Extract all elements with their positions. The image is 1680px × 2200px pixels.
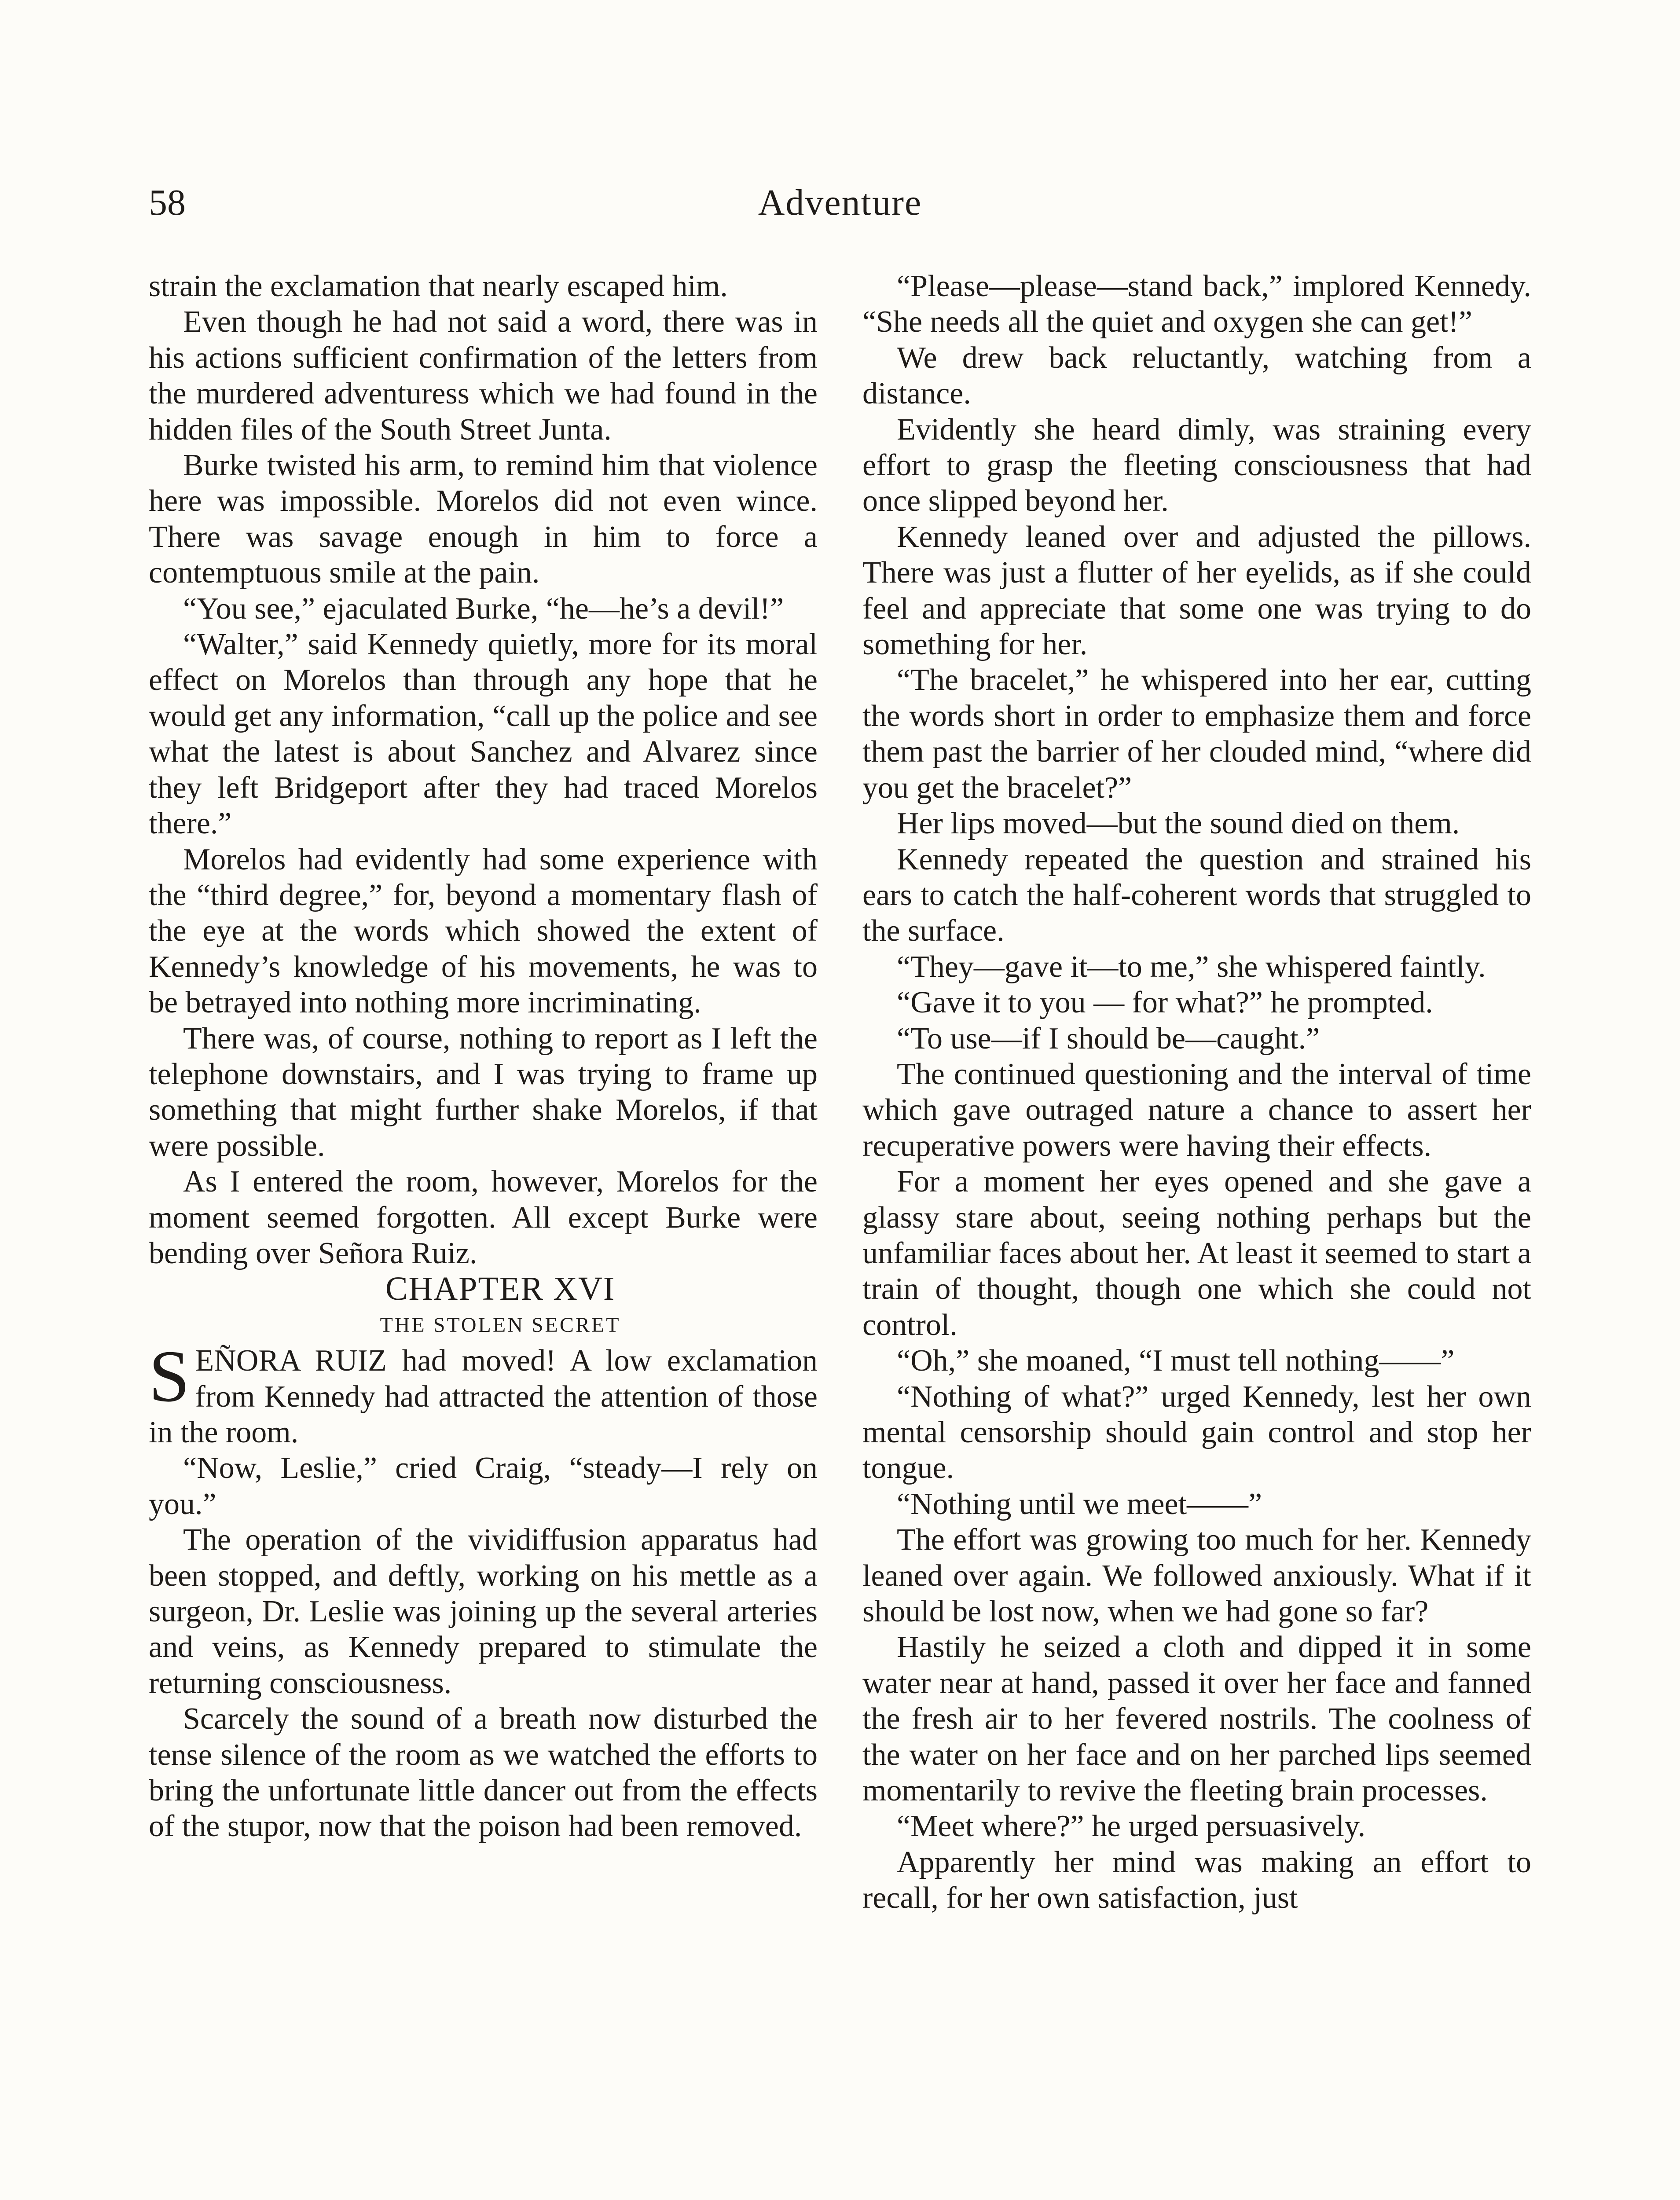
paragraph: “Meet where?” he urged persuasively. <box>897 1809 1366 1844</box>
paragraph: strain the exclamation that nearly escaped him. <box>149 269 728 303</box>
paragraph: “Please—please—stand back,” implored Kennedy. “She needs all the quiet and oxygen she can get!” <box>862 269 1531 339</box>
paragraph: We drew back reluctantly, watching from a distance. <box>862 341 1531 411</box>
chapter-heading: CHAPTER XVI <box>385 1270 616 1308</box>
paragraph: As I entered the room, however, Morelos for the moment seemed forgotten. All except Burke were bending over Señora Ruiz. <box>149 1165 818 1270</box>
paragraph: The effort was growing too much for her. Kennedy leaned over again. We followed anxiously. What if it should be lost now, when we had gone so far? <box>862 1523 1531 1629</box>
paragraph: Apparently her mind was making an effort to recall, for her own satisfaction, just <box>862 1845 1531 1915</box>
paragraph: “Now, Leslie,” cried Craig, “steady—I rely on you.” <box>149 1451 818 1521</box>
paragraph: Even though he had not said a word, there was in his actions sufficient confirmation of the letters from the murdered adventuress which we had found in the hidden files of the South Street Junta. <box>149 305 818 447</box>
paragraph: Morelos had evidently had some experience with the “third degree,” for, beyond a momentary flash of the eye at the words which showed the extent of Kennedy’s knowledge of his movements, he was to be betrayed into nothing more incriminating. <box>149 842 818 1020</box>
paragraph: “Gave it to you — for what?” he prompted. <box>897 986 1433 1020</box>
paragraph: There was, of course, nothing to report as I left the telephone downstairs, and I was trying to frame up something that might further shake Morelos, if that were possible. <box>149 1021 818 1163</box>
paragraph: “You see,” ejaculated Burke, “he—he’s a devil!” <box>183 591 784 626</box>
paragraph: “Walter,” said Kennedy quietly, more for its moral effect on Morelos than through any hope that he would get any information, “call up the police and see what the latest is about Sanchez and Alvarez since they left Bridgeport after they had traced Morelos there.” <box>149 627 818 841</box>
paragraph: “The bracelet,” he whispered into her ear, cutting the words short in order to emphasize them and force them past the barrier of her clouded mind, “where did you get the bracelet?” <box>862 663 1531 805</box>
paragraph: For a moment her eyes opened and she gave a glassy stare about, seeing nothing perhaps but the unfamiliar faces about her. At least it seemed to start a train of thought, though one which she could not control. <box>862 1165 1531 1342</box>
page-header <box>149 181 1531 234</box>
running-title: Adventure <box>758 182 922 223</box>
paragraph: The continued questioning and the interval of time which gave outraged nature a chance to assert her recuperative powers were having their effects. <box>862 1057 1531 1163</box>
chapter-subtitle: THE STOLEN SECRET <box>380 1313 621 1337</box>
chapter-opening-paragraph <box>149 1335 818 1450</box>
opening-text: EÑORA RUIZ had moved! A low exclamation from Kennedy had attracted the attention of those in the room. <box>149 1344 818 1449</box>
paragraph: Kennedy repeated the question and strained his ears to catch the half-coherent words that struggled to the surface. <box>862 842 1531 948</box>
paragraph: Burke twisted his arm, to remind him that violence here was impossible. Morelos did not even wince. There was savage enough in him to force a contemptuous smile at the pain. <box>149 448 818 590</box>
paragraph: “Oh,” she moaned, “I must tell nothing——” <box>897 1344 1455 1378</box>
paragraph: “They—gave it—to me,” she whispered faintly. <box>897 950 1486 984</box>
left-column <box>149 268 818 1844</box>
paragraph: Scarcely the sound of a breath now disturbed the tense silence of the room as we watched the efforts to bring the unfortunate little dancer out from the effects of the stupor, now that the poison had been removed. <box>149 1702 818 1844</box>
paragraph: “Nothing of what?” urged Kennedy, lest her own mental censorship should gain control and stop her tongue. <box>862 1379 1531 1485</box>
paragraph: Evidently she heard dimly, was straining every effort to grasp the fleeting consciousness that had once slipped beyond her. <box>862 412 1531 518</box>
page-number: 58 <box>149 182 186 223</box>
drop-cap: S <box>149 1335 190 1418</box>
paragraph: “Nothing until we meet——” <box>897 1487 1262 1521</box>
right-column <box>862 268 1531 1916</box>
paragraph: The operation of the vividiffusion apparatus had been stopped, and deftly, working on his mettle as a surgeon, Dr. Leslie was joining up the several arteries and veins, as Kennedy prepared to stimulate the returning consciousness. <box>149 1523 818 1700</box>
paragraph: Her lips moved—but the sound died on them. <box>897 807 1460 841</box>
paragraph: “To use—if I should be—caught.” <box>897 1021 1320 1056</box>
paragraph: Kennedy leaned over and adjusted the pillows. There was just a flutter of her eyelids, as if she could feel and appreciate that some one was trying to do something for her. <box>862 520 1531 662</box>
paragraph: Hastily he seized a cloth and dipped it in some water near at hand, passed it over her face and fanned the fresh air to her fevered nostrils. The coolness of the water on her face and on her parched lips seemed momentarily to revive the fleeting brain processes. <box>862 1630 1531 1808</box>
